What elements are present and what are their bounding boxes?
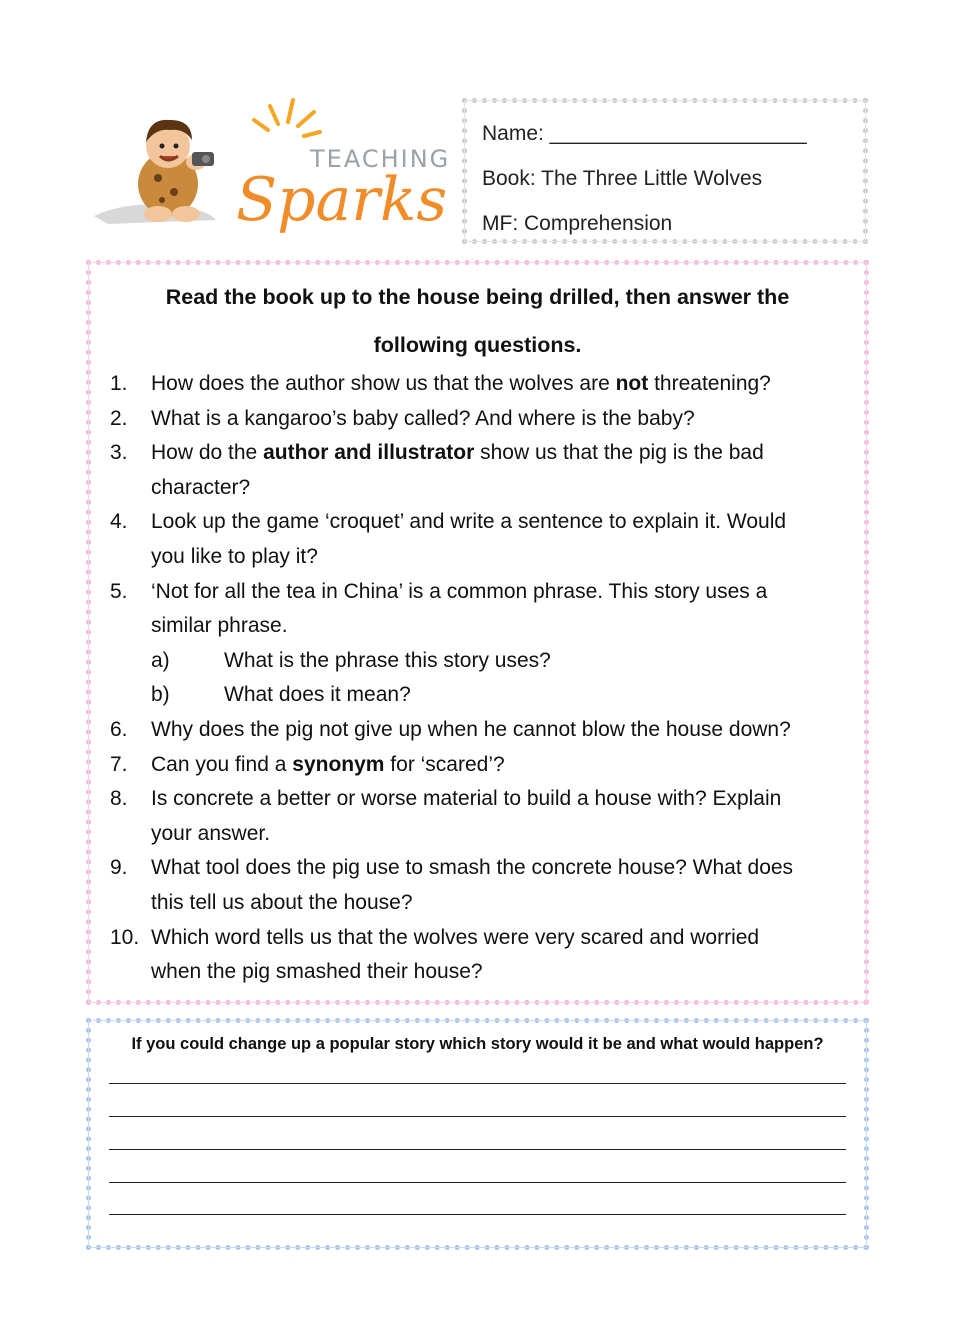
answer-line[interactable] xyxy=(109,1116,846,1117)
question-text: Is concrete a better or worse material to build a house with? Explain xyxy=(151,787,782,811)
question-number: 5. xyxy=(110,579,128,603)
question-number: 8. xyxy=(110,787,128,811)
instructions-line-1: Read the book up to the house being drilled, then answer the xyxy=(165,285,790,309)
questions-box: Read the book up to the house being drilled, then answer the following questions. 1. How does the author show us that the wolves are not threatening? 2. What is a kangaroo’s baby called? And where is the baby? 3. How do the author and illustrator show us that the pig is the bad character? 4. Look up the game ‘croquet’ and write a sentence to explain it. Would you like to play it? 5. ‘Not for all the tea in China’ is a common phrase. This story uses a similar phrase. a) What is the phrase this story uses? b) What does it mean? 6. Why does the pig not give up when he cannot blow the house down? 7. Can you find a synonym for ‘scared’? 8. Is concrete a better or worse material to build a house with? Explain your answer. 9. What tool does the pig use to smash the concrete house? What does this tell us about the house? 10. Which word tells us that the wolves were very scared and worried when the pig smashed their house? xyxy=(86,260,869,1005)
question-number: 3. xyxy=(110,441,128,465)
question-text: Can you find a synonym for ‘scared’? xyxy=(151,752,505,776)
instructions-heading xyxy=(91,273,864,369)
question-text: ‘Not for all the tea in China’ is a common phrase. This story uses a xyxy=(151,579,768,603)
logo-word-sparks: Sparks xyxy=(236,165,448,235)
question-number: 2. xyxy=(110,406,128,430)
question-text: How do the author and illustrator show us that the pig is the bad xyxy=(151,441,764,465)
question-text: What is a kangaroo’s baby called? And where is the baby? xyxy=(151,406,695,430)
answer-line[interactable] xyxy=(109,1182,846,1183)
student-info-box xyxy=(462,98,868,244)
teaching-sparks-logo xyxy=(88,92,450,242)
instructions-line-2: following questions. xyxy=(373,333,582,357)
question-text: How does the author show us that the wolves are not threatening? xyxy=(151,372,771,395)
mf-label: MF: Comprehension xyxy=(482,212,673,235)
question-text: Look up the game ‘croquet’ and write a sentence to explain it. Would xyxy=(151,510,787,534)
question-number: 10. xyxy=(110,925,140,949)
answer-line[interactable] xyxy=(109,1214,846,1215)
writing-box xyxy=(86,1018,869,1250)
name-field-label[interactable]: Name: ______________________ xyxy=(482,122,807,145)
logo-word-teaching: TEACHING xyxy=(310,145,450,173)
answer-line[interactable] xyxy=(109,1149,846,1150)
question-number: 9. xyxy=(110,856,128,880)
question-text: What tool does the pig use to smash the concrete house? What does xyxy=(151,856,794,880)
caveman-mascot-icon xyxy=(88,92,450,242)
answer-line[interactable] xyxy=(109,1083,846,1084)
question-number: 1. xyxy=(110,372,128,395)
question-number: 6. xyxy=(110,718,128,741)
book-title-label: Book: The Three Little Wolves xyxy=(482,167,763,190)
question-number: 7. xyxy=(110,752,128,776)
writing-prompt: If you could change up a popular story which story would it be and what would happen? xyxy=(131,1035,824,1053)
question-text: Why does the pig not give up when he cannot blow the house down? xyxy=(151,718,791,741)
question-text: Which word tells us that the wolves were very scared and worried xyxy=(151,925,760,949)
question-number: 4. xyxy=(110,510,128,534)
